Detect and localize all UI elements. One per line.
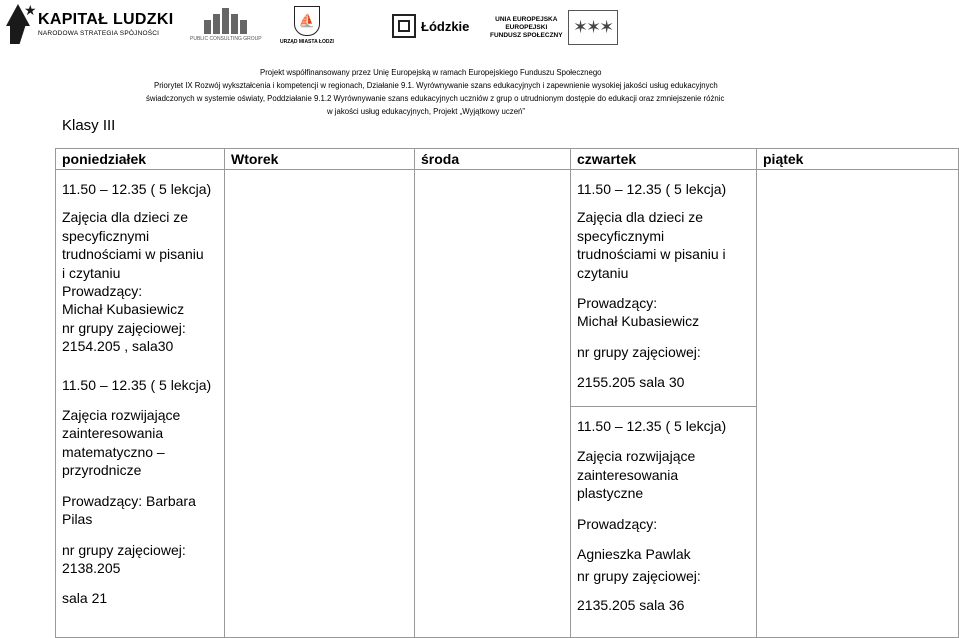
leader-first-name: Barbara [146, 492, 196, 509]
schedule-row [56, 170, 959, 638]
room: sala 21 [62, 590, 108, 607]
day-header-tuesday: Wtorek [225, 149, 415, 170]
lodzkie-logo [392, 14, 469, 38]
urzad-text: URZĄD MIASTA ŁODZI [280, 39, 334, 45]
class-name-line: Zajęcia rozwijające [62, 407, 181, 424]
class-time: 11.50 – 12.35 ( 5 lekcja) [577, 418, 727, 434]
monday-block-1 [62, 180, 224, 356]
class-name-line: Zajęcia rozwijające [577, 448, 696, 465]
day-header-wednesday: środa [415, 149, 571, 170]
page-title: Klasy III [62, 117, 116, 134]
class-name-line: specyficznymi [577, 227, 665, 244]
leader-label: Prowadzący: [577, 515, 658, 532]
schedule-table [55, 148, 959, 638]
group-number: 2154.205 , sala30 [62, 338, 174, 355]
leader-name: Agnieszka Pawlak [577, 546, 691, 563]
leader-label: Prowadzący: [62, 283, 143, 300]
class-name-line: zainteresowania [62, 425, 164, 442]
header-line1: Projekt współfinansowany przez Unię Europejską w ramach Europejskiego Funduszu Społecznego [260, 68, 602, 77]
monday-block-2 [62, 376, 224, 608]
lodzkie-square-icon [392, 14, 416, 38]
tuesday-cell [225, 170, 415, 638]
kapital-ludzki-logo [6, 4, 173, 44]
header-line2: Priorytet IX Rozwój wykształcenia i kompetencji w regionach, Działanie 9.1. Wyrównywanie szans edukacyjnych i zapewnienie wysokiej jakości usług edukacyjnych [154, 81, 718, 90]
thursday-block-1 [571, 170, 756, 407]
group-label: nr grupy zajęciowej: [577, 343, 701, 360]
group-label: nr grupy zajęciowej: [577, 568, 701, 585]
class-name-line: Zajęcia dla dzieci ze [62, 209, 189, 226]
day-header-friday: piątek [757, 149, 959, 170]
group-label: nr grupy zajęciowej: [62, 319, 186, 336]
ue-line3: FUNDUSZ SPOŁECZNY [490, 31, 563, 39]
group-label: nr grupy zajęciowej: [62, 541, 186, 558]
kapital-ludzki-subtitle: NARODOWA STRATEGIA SPÓJNOŚCI [38, 30, 160, 37]
monday-cell [56, 170, 225, 638]
class-name-line: przyrodnicze [62, 462, 142, 479]
kapital-ludzki-emblem-icon: ★ [6, 4, 30, 44]
leader-name: Michał Kubasiewicz [62, 301, 185, 318]
class-name-line: i czytaniu [62, 264, 121, 281]
urzad-miasta-lodzi-logo [280, 6, 334, 45]
class-time: 11.50 – 12.35 ( 5 lekcja) [577, 181, 727, 197]
ue-line1: UNIA EUROPEJSKA [495, 15, 558, 23]
class-name-line: plastyczne [577, 485, 644, 502]
thursday-block-2 [571, 407, 756, 614]
lodzkie-text: Łódzkie [421, 18, 470, 34]
leader-last-name: Pilas [62, 511, 93, 528]
kapital-ludzki-title: KAPITAŁ LUDZKI [38, 11, 174, 28]
group-number: 2155.205 sala 30 [577, 374, 685, 391]
class-name-line: Zajęcia dla dzieci ze [577, 209, 704, 226]
class-name-line: matematyczno – [62, 443, 165, 460]
class-name-line: specyficznymi [62, 227, 150, 244]
wednesday-cell [415, 170, 571, 638]
day-header-thursday: czwartek [571, 149, 757, 170]
public-consulting-text: PUBLIC CONSULTING GROUP [190, 36, 262, 42]
city-crest-icon: ⛵ [294, 6, 320, 36]
friday-cell [757, 170, 959, 638]
class-name-line: zainteresowania [577, 466, 679, 483]
public-consulting-logo [190, 8, 262, 42]
day-header-monday: poniedziałek [56, 149, 225, 170]
group-number: 2135.205 sala 36 [577, 596, 685, 613]
class-time: 11.50 – 12.35 ( 5 lekcja) [62, 376, 212, 393]
group-number: 2138.205 [62, 559, 121, 576]
ue-line2: EUROPEJSKI [505, 23, 548, 31]
class-name-line: trudnościami w pisaniu i [577, 246, 726, 263]
class-name-line: czytaniu [577, 264, 629, 281]
class-time: 11.50 – 12.35 ( 5 lekcja) [62, 181, 212, 197]
ue-efs-logo [490, 10, 618, 45]
leader-label: Prowadzący: [62, 492, 143, 509]
eu-flag-icon: ✶✶✶ [568, 10, 618, 45]
logo-bar [0, 0, 959, 50]
header-line3: świadczonych w systemie oświaty, Poddziałanie 9.1.2 Wyrównywanie szans edukacyjnych uczniów z grup o utrudnionym dostępie do edukacji oraz zmniejszenie różnic [146, 94, 725, 103]
thursday-cell [571, 170, 757, 638]
leader-name: Michał Kubasiewicz [577, 313, 700, 330]
class-name-line: trudnościami w pisaniu [62, 246, 204, 263]
days-header-row [56, 149, 959, 170]
header-line4: w jakości usług edukacyjnych, Projekt „Wyjątkowy uczeń” [327, 107, 525, 116]
columns-icon [204, 8, 247, 34]
leader-label: Prowadzący: [577, 295, 658, 312]
